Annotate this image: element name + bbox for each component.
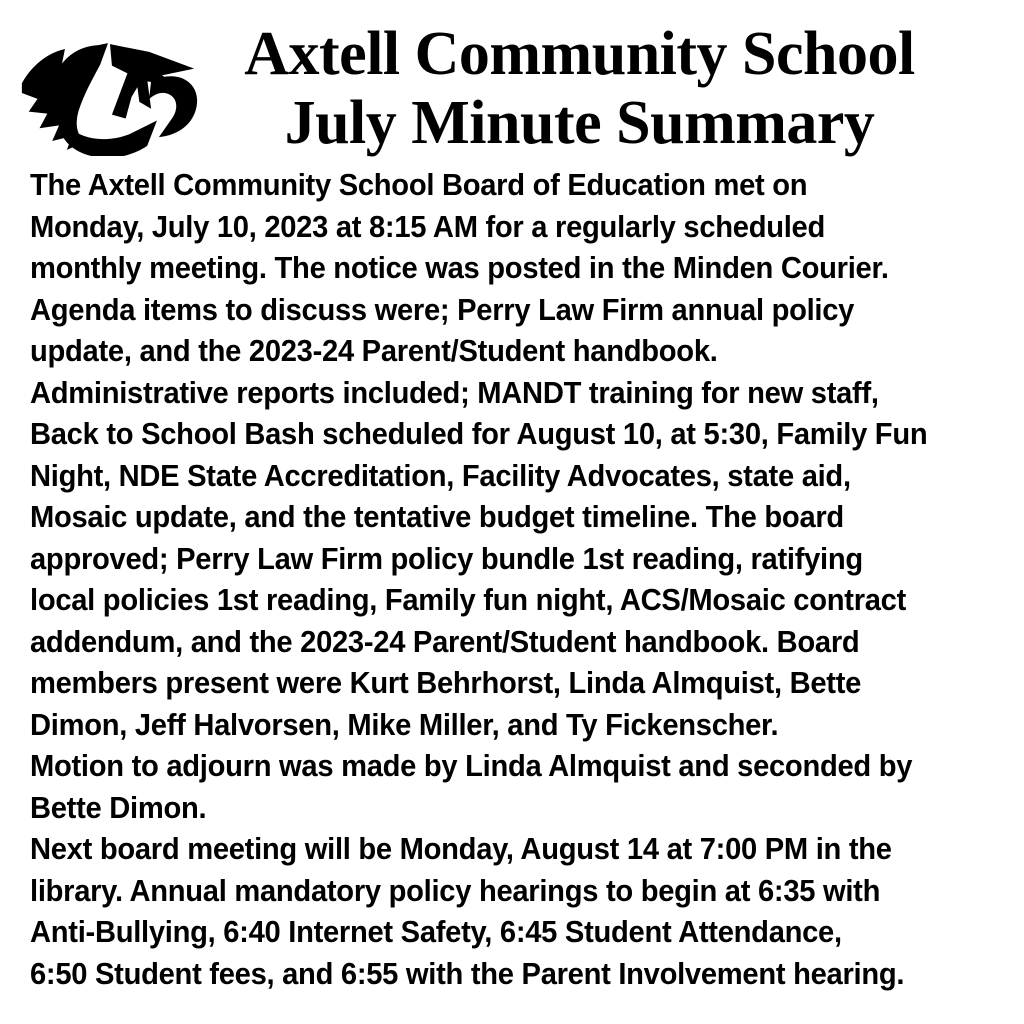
wildcat-ac-logo-icon — [16, 34, 202, 156]
minutes-line: The Axtell Community School Board of Education met on — [30, 167, 808, 202]
minutes-line: Anti-Bullying, 6:40 Internet Safety, 6:45 Student Attendance, — [30, 914, 842, 949]
minutes-line: Monday, July 10, 2023 at 8:15 AM for a regularly scheduled — [30, 208, 826, 244]
minutes-line: addendum, and the 2023-24 Parent/Student handbook. Board — [30, 623, 860, 659]
minutes-line: approved; Perry Law Firm policy bundle 1st reading, ratifying — [30, 540, 863, 576]
minutes-line: monthly meeting. The notice was posted in the Minden Courier. — [30, 250, 889, 285]
minutes-line: Dimon, Jeff Halvorsen, Mike Miller, and Ty Fickenscher. — [30, 706, 779, 742]
minutes-line: Night, NDE State Accreditation, Facility Advocates, state aid, — [30, 457, 851, 493]
minutes-line: Administrative reports included; MANDT training for new staff, — [30, 374, 879, 410]
minutes-line: Back to School Bash scheduled for August 10, at 5:30, Family Fun — [30, 416, 928, 451]
minutes-line: 6:50 Student fees, and 6:55 with the Parent Involvement hearing. — [30, 955, 905, 991]
minutes-line: update, and the 2023-24 Parent/Student handbook. — [30, 333, 718, 368]
minutes-summary-text — [30, 164, 1024, 994]
minutes-line: Motion to adjourn was made by Linda Almquist and seconded by — [30, 748, 913, 783]
minutes-line: Agenda items to discuss were; Perry Law Firm annual policy — [30, 291, 855, 327]
title-document-name: July Minute Summary — [284, 89, 875, 157]
minutes-line: members present were Kurt Behrhorst, Linda Almquist, Bette — [30, 665, 862, 700]
minutes-line: Bette Dimon. — [30, 789, 207, 825]
minutes-line: Next board meeting will be Monday, August 14 at 7:00 PM in the — [30, 831, 892, 866]
minutes-line: local policies 1st reading, Family fun night, ACS/Mosaic contract — [30, 582, 907, 617]
minutes-line: Mosaic update, and the tentative budget timeline. The board — [30, 499, 844, 534]
title-school-name: Axtell Community School — [244, 20, 915, 88]
minutes-line: library. Annual mandatory policy hearings to begin at 6:35 with — [30, 872, 881, 908]
